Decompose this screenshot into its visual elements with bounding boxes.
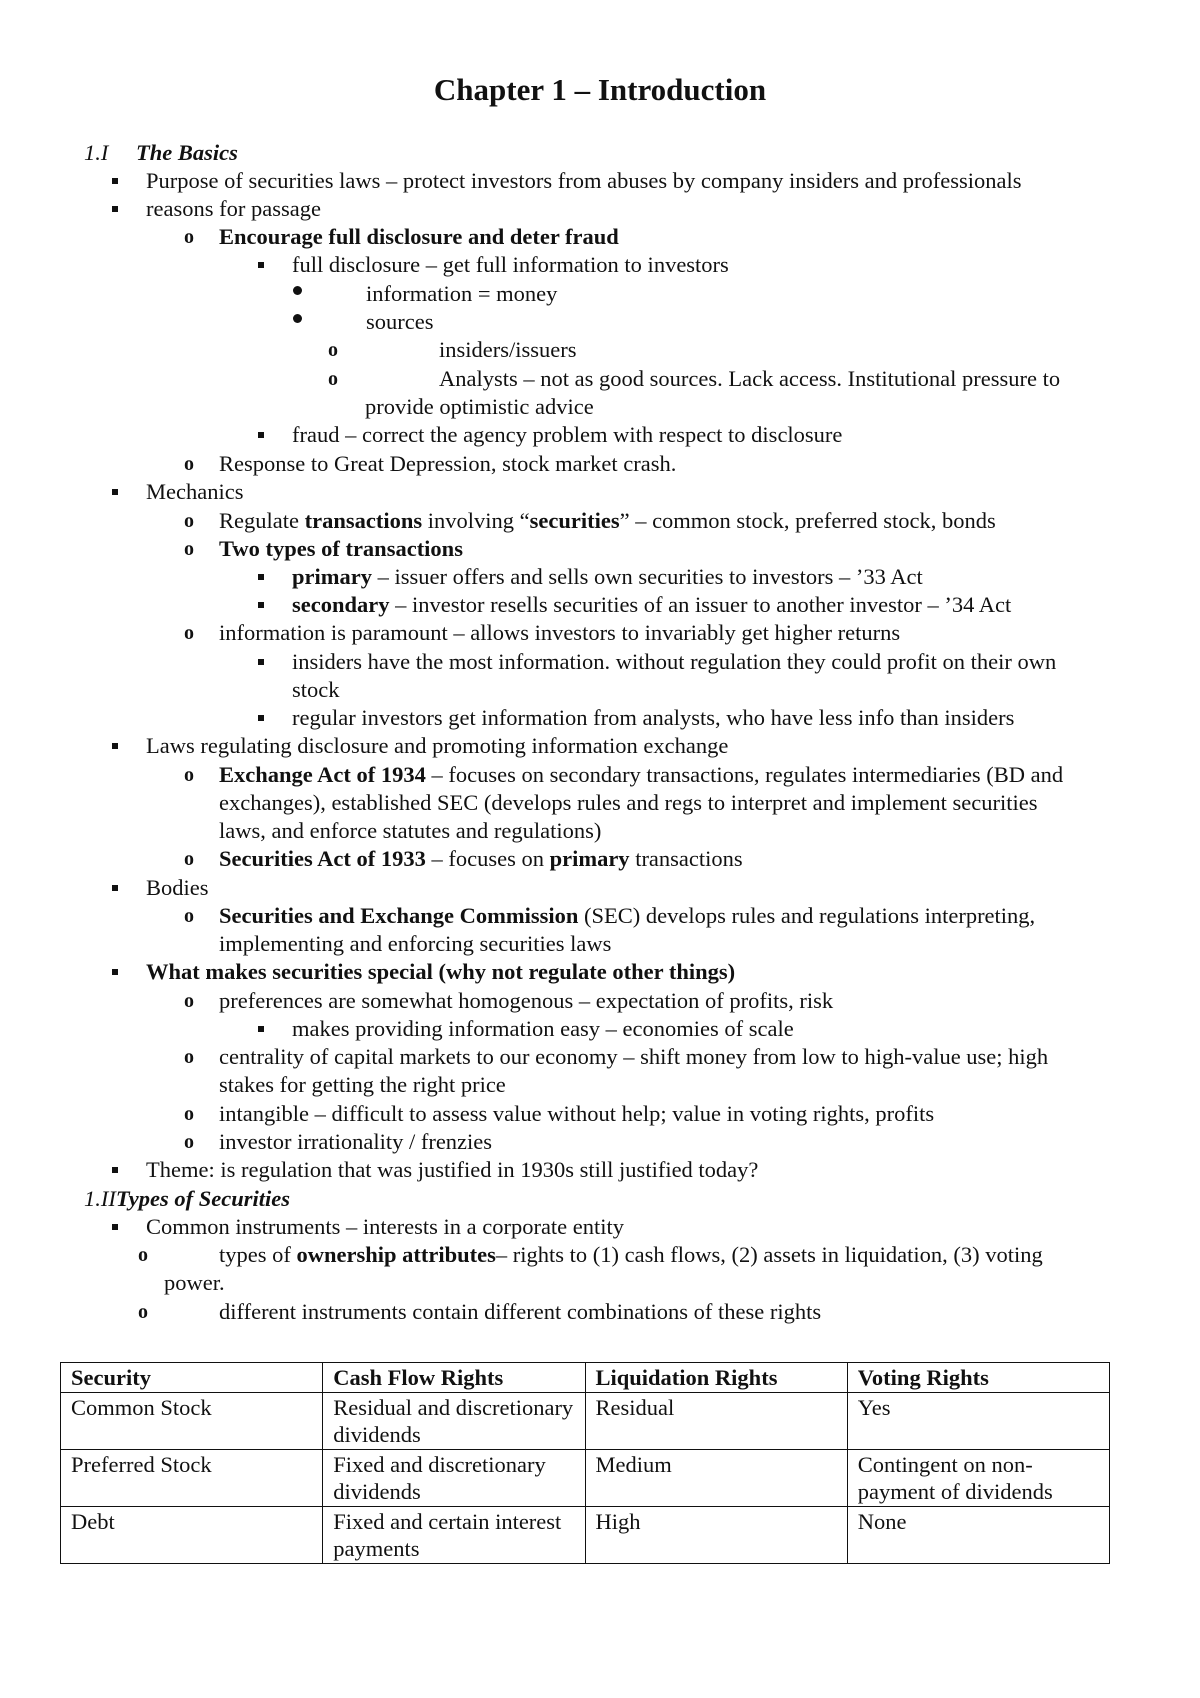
list-item: Response to Great Depression, stock market crash. (219, 451, 677, 476)
table-cell: Common Stock (61, 1393, 323, 1450)
bullet-square (258, 574, 264, 580)
table-cell: High (585, 1507, 847, 1564)
bullet-circle: o (184, 1131, 194, 1153)
list-item: intangible – difficult to assess value without help; value in voting rights, profits (219, 1101, 935, 1126)
bullet-square (258, 602, 264, 608)
list-item: fraud – correct the agency problem with respect to disclosure (292, 422, 843, 447)
section-title: Types of Securities (115, 1186, 291, 1211)
list-item-continuation: stock (292, 677, 340, 702)
list-item: secondary – investor resells securities of an issuer to another investor – ’34 Act (292, 592, 1012, 617)
table-cell: None (847, 1507, 1109, 1564)
section-number: 1.I (84, 140, 109, 165)
list-item: Two types of transactions (219, 536, 463, 561)
bullet-circle: o (184, 905, 194, 927)
table-cell: Preferred Stock (61, 1450, 323, 1507)
bullet-square (112, 206, 118, 212)
list-item: information = money (366, 281, 558, 306)
bullet-dot (293, 314, 302, 323)
list-item-continuation: implementing and enforcing securities laws (219, 931, 612, 956)
column-header: Cash Flow Rights (323, 1363, 585, 1393)
list-item: Encourage full disclosure and deter fraud (219, 224, 619, 249)
bullet-square (112, 743, 118, 749)
list-item: Analysts – not as good sources. Lack access. Institutional pressure to (439, 366, 1061, 391)
section-number: 1.II (84, 1186, 116, 1211)
bullet-square (258, 659, 264, 665)
section-heading-basics (84, 139, 238, 168)
table-row (61, 1450, 1110, 1507)
list-item: Purpose of securities laws – protect investors from abuses by company insiders and professionals (146, 168, 1022, 193)
list-item: Exchange Act of 1934 – focuses on secondary transactions, regulates intermediaries (BD and (219, 762, 1064, 787)
list-item: Laws regulating disclosure and promoting information exchange (146, 733, 729, 758)
table-cell: Yes (847, 1393, 1109, 1450)
bullet-circle: o (184, 538, 194, 560)
list-item: reasons for passage (146, 196, 321, 221)
table-cell: Residual (585, 1393, 847, 1450)
column-header: Voting Rights (847, 1363, 1109, 1393)
list-item: information is paramount – allows investors to invariably get higher returns (219, 620, 901, 645)
bullet-circle: o (138, 1301, 148, 1323)
column-header: Security (61, 1363, 323, 1393)
bullet-square (112, 885, 118, 891)
bullet-square (112, 489, 118, 495)
table-cell: Residual and discretionary dividends (323, 1393, 585, 1450)
bullet-square (258, 432, 264, 438)
section-heading-types (84, 1185, 290, 1214)
table-header-row (61, 1363, 1110, 1393)
bullet-circle: o (184, 226, 194, 248)
list-item: types of ownership attributes– rights to (1) cash flows, (2) assets in liquidation, (3) voting (219, 1242, 1043, 1267)
bullet-circle: o (184, 510, 194, 532)
bullet-circle: o (184, 1103, 194, 1125)
table-cell: Fixed and discretionary dividends (323, 1450, 585, 1507)
list-item-continuation: exchanges), established SEC (develops rules and regs to interpret and implement securities (219, 790, 1038, 815)
list-item: Bodies (146, 875, 209, 900)
bullet-circle: o (184, 848, 194, 870)
list-item: Securities and Exchange Commission (SEC) develops rules and regulations interpreting, (219, 903, 1036, 928)
list-item: insiders/issuers (439, 337, 577, 362)
list-item-continuation: stakes for getting the right price (219, 1072, 506, 1097)
page-title: Chapter 1 – Introduction (433, 72, 767, 107)
bullet-square (258, 262, 264, 268)
list-item: Mechanics (146, 479, 244, 504)
bullet-dot (293, 286, 302, 295)
bullet-circle: o (328, 339, 338, 361)
table-row (61, 1507, 1110, 1564)
bullet-square (112, 969, 118, 975)
bullet-circle: o (328, 368, 338, 390)
column-header: Liquidation Rights (585, 1363, 847, 1393)
list-item: insiders have the most information. without regulation they could profit on their own (292, 649, 1057, 674)
bullet-square (258, 715, 264, 721)
list-item: centrality of capital markets to our economy – shift money from low to high-value use; high (219, 1044, 1049, 1069)
list-item: What makes securities special (why not regulate other things) (146, 959, 736, 984)
bullet-circle: o (184, 453, 194, 475)
bullet-circle: o (184, 622, 194, 644)
section-title: The Basics (136, 140, 238, 165)
bullet-square (112, 178, 118, 184)
list-item: Common instruments – interests in a corporate entity (146, 1214, 625, 1239)
bullet-circle: o (138, 1244, 148, 1266)
bullet-square (112, 1224, 118, 1230)
list-item: different instruments contain different combinations of these rights (219, 1299, 822, 1324)
table-cell: Medium (585, 1450, 847, 1507)
securities-rights-table (60, 1362, 1110, 1564)
list-item-continuation: laws, and enforce statutes and regulations) (219, 818, 602, 843)
list-item-continuation: power. (164, 1270, 225, 1295)
bullet-circle: o (184, 764, 194, 786)
list-item: investor irrationality / frenzies (219, 1129, 493, 1154)
list-item: Theme: is regulation that was justified in 1930s still justified today? (146, 1157, 759, 1182)
list-item-continuation: provide optimistic advice (365, 394, 594, 419)
table-cell: Contingent on non-payment of dividends (847, 1450, 1109, 1507)
list-item: makes providing information easy – economies of scale (292, 1016, 794, 1041)
table-cell: Debt (61, 1507, 323, 1564)
list-item: primary – issuer offers and sells own securities to investors – ’33 Act (292, 564, 923, 589)
bullet-circle: o (184, 990, 194, 1012)
bullet-square (112, 1167, 118, 1173)
list-item: Securities Act of 1933 – focuses on primary transactions (219, 846, 743, 871)
list-item: preferences are somewhat homogenous – expectation of profits, risk (219, 988, 834, 1013)
list-item: regular investors get information from analysts, who have less info than insiders (292, 705, 1015, 730)
list-item: sources (366, 309, 434, 334)
bullet-square (258, 1026, 264, 1032)
list-item: Regulate transactions involving “securities” – common stock, preferred stock, bonds (219, 508, 996, 533)
table-cell: Fixed and certain interest payments (323, 1507, 585, 1564)
list-item: full disclosure – get full information to investors (292, 252, 729, 277)
table-row (61, 1393, 1110, 1450)
bullet-circle: o (184, 1046, 194, 1068)
